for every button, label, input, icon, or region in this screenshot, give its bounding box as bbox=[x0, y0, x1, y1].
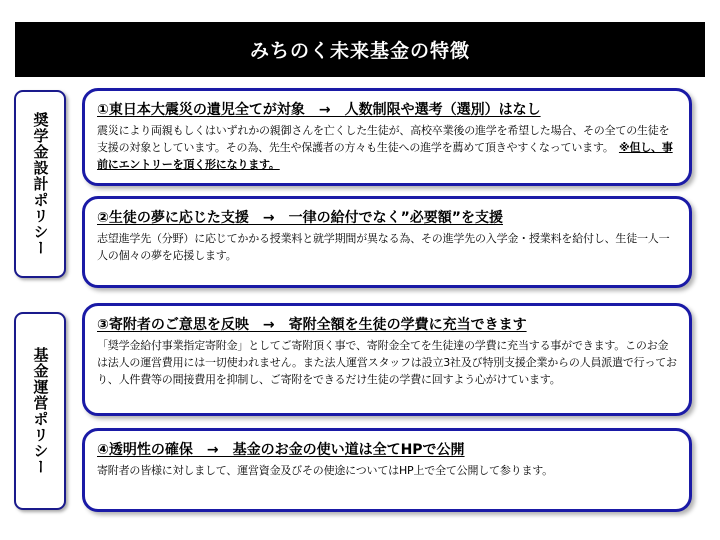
page-title bbox=[15, 22, 705, 77]
page-title-text: みちのく未来基金の特徴 bbox=[249, 40, 470, 62]
scholarship-policy-text: 奨学金設計ポリシー bbox=[31, 112, 50, 256]
feature-body-2: 志望進学先（分野）に応じてかかる授業料と就学期間が異なる為、その進学先の入学金・授業料を給付し、生徒一人一人の個々の夢を応援します。 bbox=[97, 232, 670, 262]
scholarship-policy-label bbox=[14, 90, 66, 278]
feature-card-4 bbox=[82, 428, 692, 512]
feature-card-1 bbox=[82, 88, 692, 186]
feature-heading-1: ①東日本大震災の遺児全てが対象 → 人数制限や選考（選別）はなし bbox=[97, 102, 541, 118]
feature-card-2 bbox=[82, 196, 692, 288]
feature-heading-3: ③寄附者のご意思を反映 → 寄附全額を生徒の学費に充当できます bbox=[97, 317, 527, 333]
management-policy-label bbox=[14, 312, 66, 510]
feature-body-3: 「奨学金給付事業指定寄附金」としてご寄附頂く事で、寄附金全てを生徒達の学費に充当する事ができます。このお金は法人の運営費用には一切使われません。また法人運営スタッフは設立3社及び特別支援企業からの人員派遣で行っており、人件費等の間接費用を抑制し、ご寄附をできるだけ生徒の学費に回すよう心がけています。 bbox=[97, 339, 677, 386]
feature-body-4: 寄附者の皆様に対しまして、運営資金及びその使途についてはHP上で全て公開して参ります。 bbox=[97, 464, 553, 477]
feature-heading-4: ④透明性の確保 → 基金のお金の使い道は全てHPで公開 bbox=[97, 442, 465, 458]
feature-note-1: ※但し、事前にエントリーを頂く形になります。 bbox=[97, 141, 673, 171]
feature-card-3 bbox=[82, 303, 692, 416]
feature-heading-2: ②生徒の夢に応じた支援 → 一律の給付でなく”必要額”を支援 bbox=[97, 210, 503, 226]
feature-body-1-text: 震災により両親もしくはいずれかの親御さんを亡くした生徒が、高校卒業後の進学を希望した場合、その全ての生徒を支援の対象としています。その為、先生や保護者の方々も生徒への進学を薦めて頂きやすくなっています。 bbox=[97, 124, 670, 154]
feature-body-1 bbox=[97, 122, 679, 173]
management-policy-text: 基金運営ポリシー bbox=[31, 347, 50, 475]
